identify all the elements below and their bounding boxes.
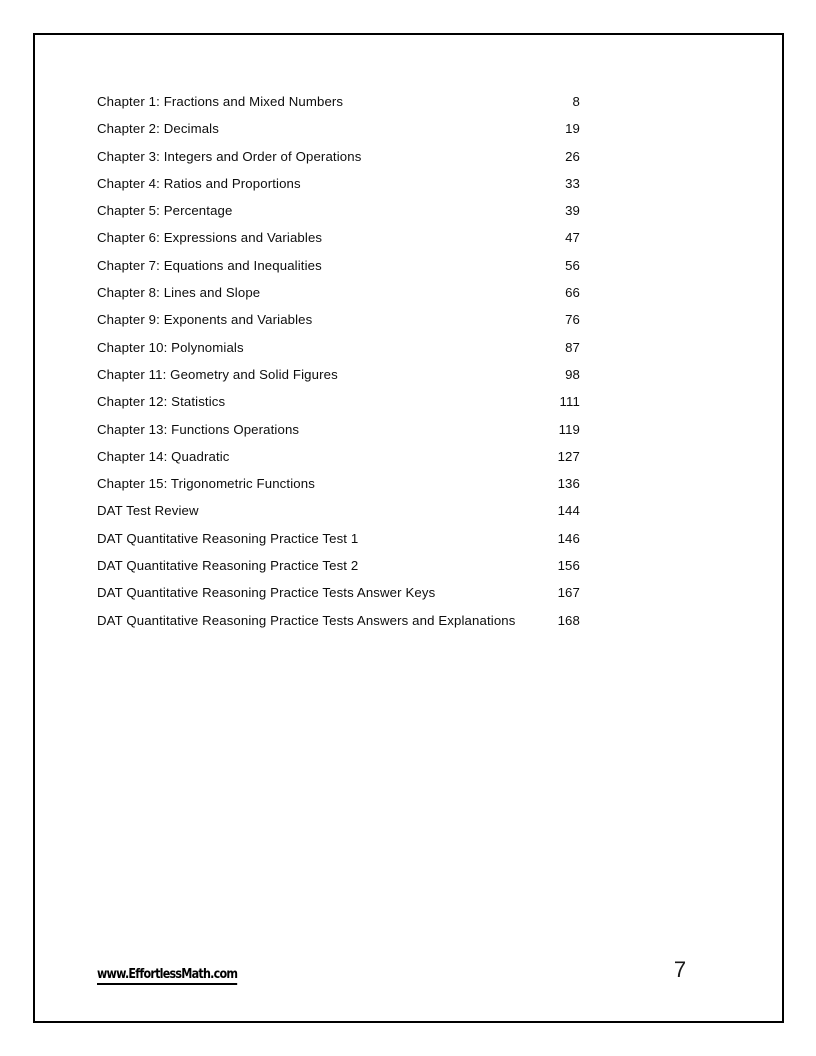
toc-entry-page-number: 167 — [557, 585, 580, 601]
toc-entry-label: Chapter 10: Polynomials — [97, 339, 244, 355]
toc-entry[interactable] — [97, 470, 580, 497]
toc-dot-leader — [219, 120, 564, 133]
toc-entry-page-number: 136 — [557, 476, 580, 492]
toc-dot-leader — [199, 502, 557, 515]
toc-entry-label: DAT Quantitative Reasoning Practice Test 2 — [97, 558, 359, 574]
toc-entry[interactable] — [97, 279, 580, 306]
toc-entry[interactable] — [97, 525, 580, 552]
toc-dot-leader — [233, 202, 565, 215]
toc-dot-leader — [436, 584, 557, 597]
toc-dot-leader — [516, 611, 557, 624]
toc-entry-page-number: 111 — [559, 394, 580, 410]
toc-entry-label: Chapter 8: Lines and Slope — [97, 285, 261, 301]
toc-entry-page-number: 127 — [557, 448, 580, 464]
page-border — [33, 33, 784, 1023]
toc-entry[interactable] — [97, 361, 580, 388]
toc-dot-leader — [323, 229, 565, 242]
toc-entry-page-number: 146 — [557, 530, 580, 546]
toc-entry-label: DAT Test Review — [97, 503, 199, 519]
toc-entry-label: Chapter 11: Geometry and Solid Figures — [97, 366, 338, 382]
toc-entry-label: Chapter 7: Equations and Inequalities — [97, 257, 322, 273]
toc-dot-leader — [301, 175, 564, 188]
toc-entry-label: Chapter 1: Fractions and Mixed Numbers — [97, 94, 344, 109]
toc-list — [97, 88, 582, 634]
toc-entry-label: Chapter 15: Trigonometric Functions — [97, 476, 315, 492]
toc-entry[interactable] — [97, 197, 580, 224]
toc-dot-leader — [322, 257, 564, 270]
toc-entry-page-number: 19 — [565, 121, 580, 137]
toc-entry[interactable] — [97, 252, 580, 279]
toc-entry[interactable] — [97, 143, 580, 170]
toc-entry-page-number: 98 — [565, 366, 580, 382]
toc-entry-page-number: 33 — [565, 175, 580, 191]
toc-entry-page-number: 156 — [557, 558, 580, 574]
toc-dot-leader — [244, 338, 564, 351]
toc-entry-page-number: 8 — [572, 94, 580, 109]
toc-entry[interactable] — [97, 88, 580, 115]
toc-dot-leader — [315, 475, 557, 488]
toc-entry[interactable] — [97, 388, 580, 415]
toc-dot-leader — [344, 93, 572, 106]
toc-entry-label: Chapter 12: Statistics — [97, 394, 226, 410]
toc-entry[interactable] — [97, 579, 580, 606]
toc-entry-label: Chapter 13: Functions Operations — [97, 421, 300, 437]
toc-entry[interactable] — [97, 552, 580, 579]
toc-entry[interactable] — [97, 115, 580, 142]
toc-entry-page-number: 76 — [565, 312, 580, 328]
toc-entry[interactable] — [97, 497, 580, 524]
toc-entry-page-number: 87 — [565, 339, 580, 355]
toc-dot-leader — [226, 393, 559, 406]
table-of-contents — [97, 88, 582, 634]
toc-entry[interactable] — [97, 224, 580, 251]
toc-entry[interactable] — [97, 607, 580, 634]
toc-dot-leader — [300, 420, 558, 433]
toc-entry-label: DAT Quantitative Reasoning Practice Tests Answers and Explanations — [97, 612, 516, 628]
toc-dot-leader — [230, 448, 557, 461]
toc-entry[interactable] — [97, 306, 580, 333]
toc-entry-page-number: 144 — [557, 503, 580, 519]
toc-entry-label: DAT Quantitative Reasoning Practice Tests Answer Keys — [97, 585, 436, 601]
toc-entry-label: Chapter 9: Exponents and Variables — [97, 312, 313, 328]
toc-entry-page-number: 119 — [558, 421, 580, 437]
toc-dot-leader — [359, 530, 557, 543]
toc-entry-page-number: 47 — [565, 230, 580, 246]
toc-entry[interactable] — [97, 170, 580, 197]
toc-entry[interactable] — [97, 334, 580, 361]
toc-entry-label: Chapter 14: Quadratic — [97, 448, 230, 464]
toc-entry[interactable] — [97, 443, 580, 470]
toc-entry-page-number: 66 — [565, 285, 580, 301]
toc-entry-label: Chapter 3: Integers and Order of Operations — [97, 148, 362, 164]
toc-entry-label: Chapter 6: Expressions and Variables — [97, 230, 323, 246]
toc-entry-page-number: 26 — [565, 148, 580, 164]
toc-entry-page-number: 39 — [565, 203, 580, 219]
toc-entry-page-number: 168 — [557, 612, 580, 628]
toc-dot-leader — [338, 366, 564, 379]
toc-dot-leader — [359, 557, 557, 570]
toc-dot-leader — [362, 147, 565, 160]
toc-entry[interactable] — [97, 416, 580, 443]
toc-entry-label: DAT Quantitative Reasoning Practice Test 1 — [97, 530, 359, 546]
toc-entry-page-number: 56 — [565, 257, 580, 273]
page-number: 7 — [673, 957, 687, 982]
toc-entry-label: Chapter 2: Decimals — [97, 121, 219, 137]
toc-dot-leader — [313, 311, 565, 324]
toc-entry-label: Chapter 4: Ratios and Proportions — [97, 175, 301, 191]
toc-dot-leader — [261, 284, 565, 297]
footer-website-link[interactable]: www.EffortlessMath.com — [97, 967, 237, 985]
toc-entry-label: Chapter 5: Percentage — [97, 203, 233, 219]
